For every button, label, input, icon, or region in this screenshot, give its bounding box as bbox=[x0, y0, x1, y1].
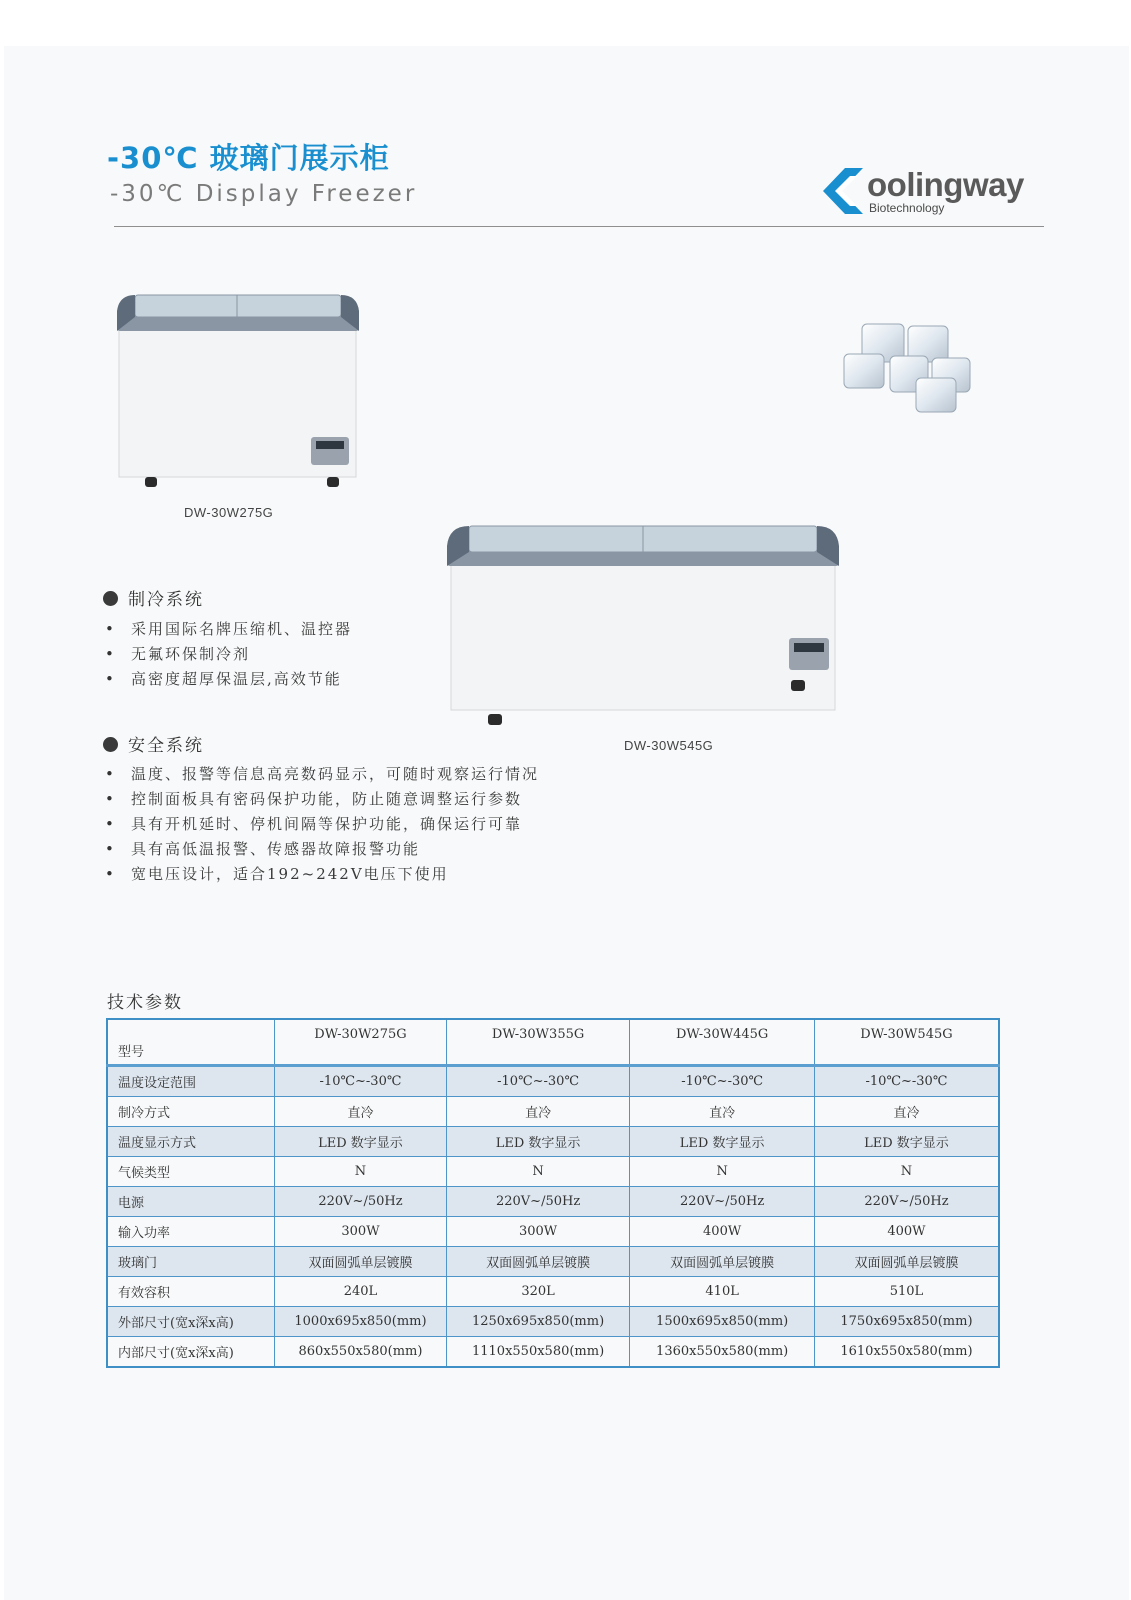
table-cell: 有效容积 bbox=[107, 1277, 275, 1307]
table-cell: 直冷 bbox=[630, 1097, 815, 1127]
freezer-small-image bbox=[113, 287, 368, 492]
table-header-cell: DW-30W355G bbox=[446, 1019, 630, 1066]
table-cell: -10℃~-30℃ bbox=[446, 1066, 630, 1097]
table-cell: 320L bbox=[446, 1277, 630, 1307]
table-cell: 1000x695x850(mm) bbox=[275, 1307, 447, 1337]
list-item: • 具有开机延时、停机间隔等保护功能，确保运行可靠 bbox=[105, 812, 539, 837]
table-cell: LED 数字显示 bbox=[814, 1127, 999, 1157]
table-cell: 内部尺寸(宽x深x高) bbox=[107, 1337, 275, 1368]
table-cell: LED 数字显示 bbox=[275, 1127, 447, 1157]
table-cell: 510L bbox=[814, 1277, 999, 1307]
list-item: • 高密度超厚保温层,高效节能 bbox=[105, 667, 352, 692]
table-cell: 双面圆弧单层镀膜 bbox=[275, 1247, 447, 1277]
list-item: • 无氟环保制冷剂 bbox=[105, 642, 352, 667]
header-divider bbox=[114, 226, 1044, 227]
table-cell: 电源 bbox=[107, 1187, 275, 1217]
bullet-dot-icon bbox=[103, 737, 118, 752]
table-cell: -10℃~-30℃ bbox=[630, 1066, 815, 1097]
table-cell: 玻璃门 bbox=[107, 1247, 275, 1277]
safety-heading: 安全系统 bbox=[103, 731, 204, 756]
table-header-cell: DW-30W445G bbox=[630, 1019, 815, 1066]
product-caption-large: DW-30W545G bbox=[624, 738, 714, 753]
table-cell: 300W bbox=[275, 1217, 447, 1247]
table-cell: 1750x695x850(mm) bbox=[814, 1307, 999, 1337]
table-cell: 输入功率 bbox=[107, 1217, 275, 1247]
list-item: • 控制面板具有密码保护功能，防止随意调整运行参数 bbox=[105, 787, 539, 812]
table-cell: -10℃~-30℃ bbox=[275, 1066, 447, 1097]
table-row bbox=[107, 1157, 999, 1187]
brand-wordmark: oolingway bbox=[867, 166, 1024, 203]
table-cell: 220V~/50Hz bbox=[630, 1187, 815, 1217]
table-cell: -10℃~-30℃ bbox=[814, 1066, 999, 1097]
spec-table-title: 技术参数 bbox=[107, 993, 183, 1013]
table-cell: 1500x695x850(mm) bbox=[630, 1307, 815, 1337]
list-item: • 宽电压设计，适合192~242V电压下使用 bbox=[105, 862, 539, 887]
page-title-cn: -30℃ 玻璃门展示柜 bbox=[107, 141, 390, 175]
spec-table bbox=[106, 1018, 1000, 1368]
table-cell: 400W bbox=[814, 1217, 999, 1247]
brand-c-mark-icon bbox=[823, 168, 865, 214]
table-cell: 双面圆弧单层镀膜 bbox=[446, 1247, 630, 1277]
table-cell: 直冷 bbox=[814, 1097, 999, 1127]
table-cell: 240L bbox=[275, 1277, 447, 1307]
table-row bbox=[107, 1097, 999, 1127]
table-cell: 400W bbox=[630, 1217, 815, 1247]
table-row bbox=[107, 1337, 999, 1368]
ice-cubes-image bbox=[840, 320, 975, 415]
product-caption-small: DW-30W275G bbox=[184, 505, 274, 520]
safety-list bbox=[105, 762, 539, 887]
table-row bbox=[107, 1217, 999, 1247]
table-cell: N bbox=[814, 1157, 999, 1187]
table-header-cell: DW-30W545G bbox=[814, 1019, 999, 1066]
table-cell: 220V~/50Hz bbox=[275, 1187, 447, 1217]
table-cell: N bbox=[630, 1157, 815, 1187]
list-item: • 采用国际名牌压缩机、温控器 bbox=[105, 617, 352, 642]
table-cell: N bbox=[275, 1157, 447, 1187]
table-cell: 温度设定范围 bbox=[107, 1066, 275, 1097]
table-cell: 双面圆弧单层镀膜 bbox=[814, 1247, 999, 1277]
table-cell: LED 数字显示 bbox=[630, 1127, 815, 1157]
table-cell: 制冷方式 bbox=[107, 1097, 275, 1127]
brand-logo bbox=[823, 166, 1043, 220]
table-cell: 气候类型 bbox=[107, 1157, 275, 1187]
table-header-cell: DW-30W275G bbox=[275, 1019, 447, 1066]
table-row bbox=[107, 1247, 999, 1277]
refrigeration-heading: 制冷系统 bbox=[103, 585, 204, 610]
table-cell: 1610x550x580(mm) bbox=[814, 1337, 999, 1368]
table-cell: LED 数字显示 bbox=[446, 1127, 630, 1157]
page-title-en: -30℃ Display Freezer bbox=[110, 181, 418, 207]
table-cell: 双面圆弧单层镀膜 bbox=[630, 1247, 815, 1277]
freezer-large-image bbox=[443, 516, 843, 728]
table-header-cell: 型号 bbox=[107, 1019, 275, 1066]
table-cell: 860x550x580(mm) bbox=[275, 1337, 447, 1368]
table-cell: 220V~/50Hz bbox=[814, 1187, 999, 1217]
table-cell: 300W bbox=[446, 1217, 630, 1247]
table-cell: 220V~/50Hz bbox=[446, 1187, 630, 1217]
table-row bbox=[107, 1187, 999, 1217]
table-cell: 1110x550x580(mm) bbox=[446, 1337, 630, 1368]
bullet-dot-icon bbox=[103, 591, 118, 606]
table-cell: N bbox=[446, 1157, 630, 1187]
table-row bbox=[107, 1127, 999, 1157]
list-item: • 具有高低温报警、传感器故障报警功能 bbox=[105, 837, 539, 862]
table-header-row bbox=[107, 1019, 999, 1066]
table-cell: 410L bbox=[630, 1277, 815, 1307]
table-cell: 直冷 bbox=[446, 1097, 630, 1127]
brand-subtitle: Biotechnology bbox=[869, 201, 945, 215]
table-cell: 外部尺寸(宽x深x高) bbox=[107, 1307, 275, 1337]
table-row bbox=[107, 1307, 999, 1337]
refrigeration-list bbox=[105, 617, 352, 692]
table-cell: 温度显示方式 bbox=[107, 1127, 275, 1157]
table-cell: 直冷 bbox=[275, 1097, 447, 1127]
table-cell: 1250x695x850(mm) bbox=[446, 1307, 630, 1337]
table-row bbox=[107, 1277, 999, 1307]
table-row bbox=[107, 1066, 999, 1097]
list-item: • 温度、报警等信息高亮数码显示，可随时观察运行情况 bbox=[105, 762, 539, 787]
table-cell: 1360x550x580(mm) bbox=[630, 1337, 815, 1368]
